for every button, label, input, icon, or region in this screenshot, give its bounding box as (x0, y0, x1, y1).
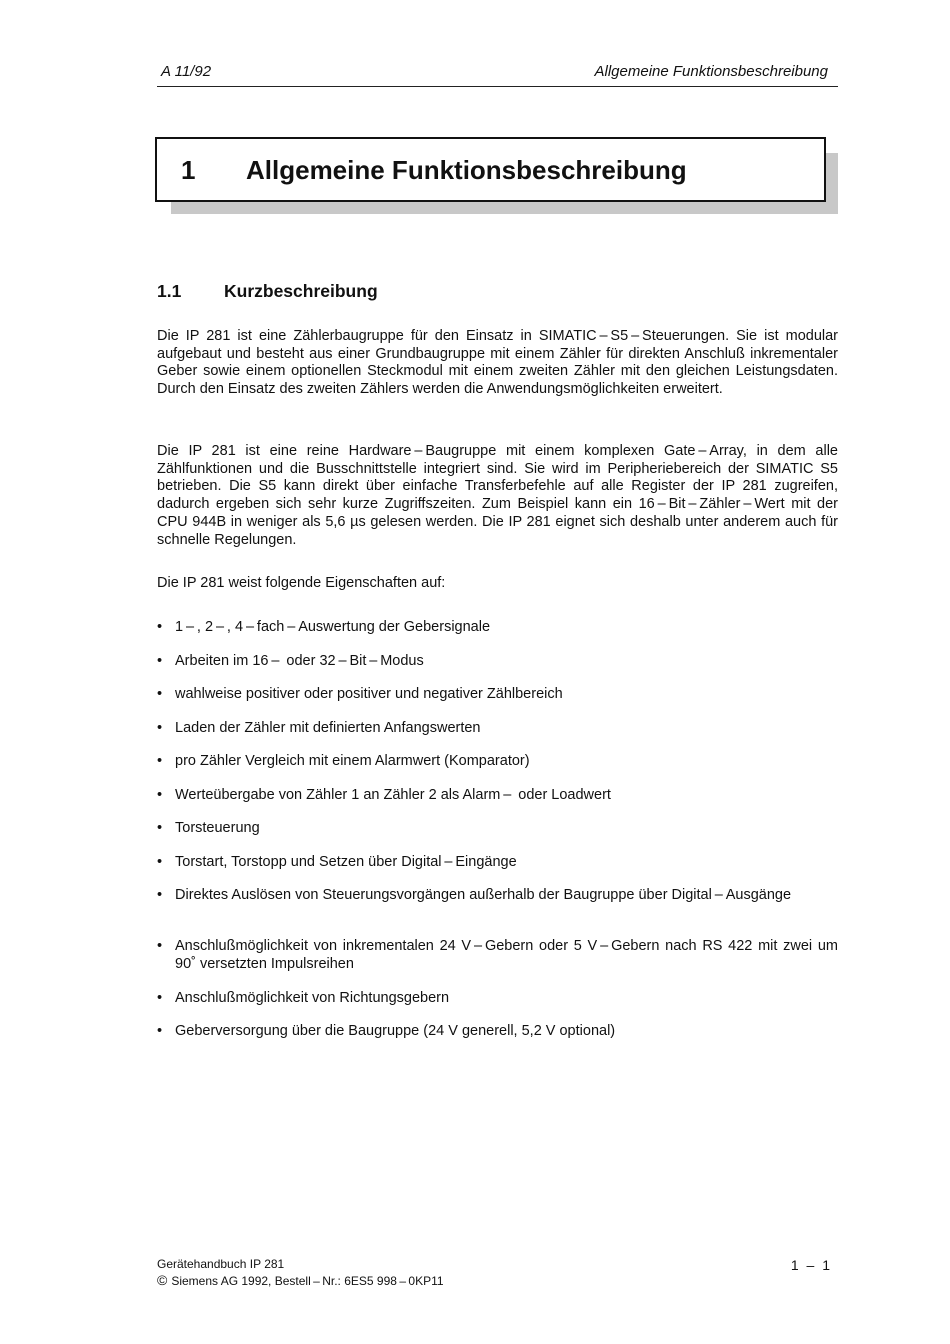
list-item (157, 686, 838, 704)
list-item (157, 854, 838, 872)
bullet-icon: • (157, 990, 163, 1006)
list-item (157, 820, 838, 838)
copyright-icon: © (157, 1272, 168, 1288)
list-item (157, 990, 838, 1008)
section-number: 1.1 (157, 281, 182, 301)
footer-manual-title: Gerätehandbuch IP 281 (157, 1257, 285, 1271)
list-item (157, 619, 838, 637)
footer-order-number: Siemens AG 1992, Bestell – Nr.: 6ES5 998 – 0KP11 (171, 1274, 444, 1288)
page-number: 1 – 1 (790, 1257, 832, 1273)
list-item-text: Geberversorgung über die Baugruppe (24 V generell, 5,2 V optional) (175, 1023, 616, 1039)
chapter-heading-box (155, 137, 826, 202)
page-header (157, 62, 838, 87)
bullet-icon: • (157, 787, 163, 803)
bullet-icon: • (157, 753, 163, 769)
paragraph-properties-lead: Die IP 281 weist folgende Eigenschaften auf: (157, 575, 446, 591)
bullet-icon: • (157, 820, 163, 836)
list-item (157, 938, 838, 973)
section-title: Kurzbeschreibung (224, 281, 378, 301)
header-chapter-title: Allgemeine Funktionsbeschreibung (594, 63, 828, 80)
list-item-text: Torstart, Torstopp und Setzen über Digital – Eingänge (175, 854, 517, 870)
list-item (157, 1023, 838, 1041)
bullet-icon: • (157, 938, 163, 954)
bullet-icon: • (157, 720, 163, 736)
chapter-number: 1 (181, 155, 196, 185)
list-item-text: pro Zähler Vergleich mit einem Alarmwert (Komparator) (175, 753, 530, 769)
chapter-title: Allgemeine Funktionsbeschreibung (246, 155, 687, 185)
footer-copyright-line (157, 1272, 444, 1289)
list-item-text: Anschlußmöglichkeit von inkrementalen 24 V – Gebern oder 5 V – Gebern nach RS 422 mit zwei um 90˚ versetzten Impulsreihen (175, 938, 838, 972)
list-item-text: Arbeiten im 16 – oder 32 – Bit – Modus (175, 653, 424, 669)
bullet-icon: • (157, 619, 163, 635)
list-item (157, 787, 838, 805)
list-item-text: Werteübergabe von Zähler 1 an Zähler 2 als Alarm – oder Loadwert (175, 787, 611, 803)
list-item-text: 1 – , 2 – , 4 – fach – Auswertung der Gebersignale (175, 619, 491, 635)
list-item-text: Torsteuerung (175, 820, 260, 836)
list-item (157, 753, 838, 771)
list-item (157, 653, 838, 671)
list-item-text: Laden der Zähler mit definierten Anfangswerten (175, 720, 481, 736)
paragraph-hardware: Die IP 281 ist eine reine Hardware – Baugruppe mit einem komplexen Gate – Array, in dem alle Zählfunktionen und die Busschnittstelle integriert sind. Sie wird im Peripheriebereich der SIMATIC S5 betrieben. Die S5 kann direkt über einfache Transferbefehle auf alle Register der IP 281 zugreifen, dadurch ergeben sich sehr kurze Zugriffszeiten. Zum Beispiel kann ein 16 – Bit – Zähler – Wert mit der CPU 944B in weniger als 5,6 µs gelesen werden. Die IP 281 eignet sich deshalb unter anderem auch für schnelle Regelungen. (157, 443, 838, 548)
header-date: A 11/92 (161, 63, 212, 80)
bullet-icon: • (157, 854, 163, 870)
list-item (157, 720, 838, 738)
bullet-icon: • (157, 653, 163, 669)
bullet-icon: • (157, 887, 163, 903)
list-item-text: Anschlußmöglichkeit von Richtungsgebern (175, 990, 450, 1006)
list-item-text: wahlweise positiver oder positiver und negativer Zählbereich (175, 686, 563, 702)
footer-info (157, 1256, 444, 1289)
paragraph-intro: Die IP 281 ist eine Zählerbaugruppe für den Einsatz in SIMATIC – S5 – Steuerungen. Sie ist modular aufgebaut und besteht aus einer Grundbaugruppe mit einem Zähler für direkten Anschluß inkrementaler Geber sowie einem optionellen Steckmodul mit einem zweiten Zähler mit den gleichen Leistungsdaten. Durch den Einsatz des zweiten Zählers werden die Anwendungsmöglichkeiten erweitert. (157, 328, 838, 398)
list-item-text: Direktes Auslösen von Steuerungsvorgängen außerhalb der Baugruppe über Digital – Ausgänge (175, 887, 792, 903)
bullet-icon: • (157, 1023, 163, 1039)
list-item (157, 887, 838, 905)
bullet-icon: • (157, 686, 163, 702)
